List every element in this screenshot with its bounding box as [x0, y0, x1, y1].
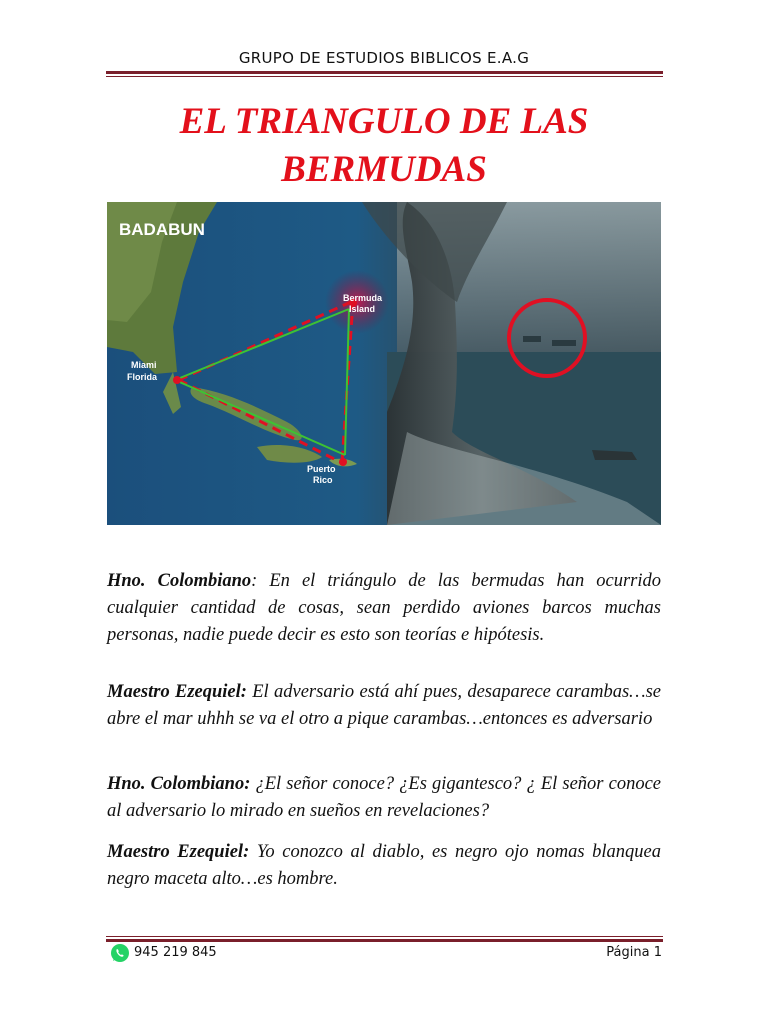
footer-phone: 945 219 845	[134, 945, 217, 960]
title-line-1: EL TRIANGULO DE LAS	[179, 101, 589, 142]
dialogue-paragraph-3	[107, 771, 661, 825]
label-miami-2: Florida	[127, 372, 158, 382]
title-line-2: BERMUDAS	[281, 149, 487, 190]
speaker-separator: :	[251, 571, 258, 591]
page-header: GRUPO DE ESTUDIOS BIBLICOS E.A.G	[238, 49, 530, 67]
bermuda-triangle-illustration	[107, 202, 661, 525]
label-bermuda-2: Island	[349, 304, 376, 314]
footer-page-number: Página 1	[606, 945, 662, 960]
header-rule	[106, 71, 663, 77]
dialogue-paragraph-4	[107, 839, 675, 893]
dialogue-paragraph-2	[107, 679, 661, 733]
speaker-name: Maestro Ezequiel:	[107, 842, 250, 862]
dialogue-text: En el triángulo de las bermudas han ocurrido cualquier cantidad de cosas, sean perdido aviones barcos muchas personas, nadie puede decir es esto son teorías e hipótesis.	[107, 571, 661, 645]
whatsapp-icon	[110, 943, 130, 963]
footer-rule	[106, 936, 663, 942]
label-bermuda-1: Bermuda	[343, 293, 383, 303]
badabun-logo: BADABUN	[119, 220, 205, 239]
label-miami-1: Miami	[131, 360, 157, 370]
speaker-name: Maestro Ezequiel:	[107, 682, 247, 702]
dialogue-paragraph-1	[107, 568, 661, 649]
speaker-name: Hno. Colombiano	[107, 571, 252, 591]
document-title	[0, 98, 768, 194]
dialogue-text: Yo conozco al diablo, es negro ojo nomas blanquea negro maceta alto…es hombre.	[107, 842, 675, 889]
dialogue-text: El adversario está ahí pues, desaparece carambas…se abre el mar uhhh se va el otro a pique carambas…entonces es adversario	[107, 682, 662, 729]
label-puerto-2: Rico	[313, 475, 333, 485]
label-puerto-1: Puerto	[307, 464, 336, 474]
dialogue-text: ¿El señor conoce? ¿Es gigantesco? ¿ El señor conoce al adversario lo mirado en sueños en revelaciones?	[107, 774, 661, 821]
speaker-name: Hno. Colombiano:	[107, 774, 251, 794]
